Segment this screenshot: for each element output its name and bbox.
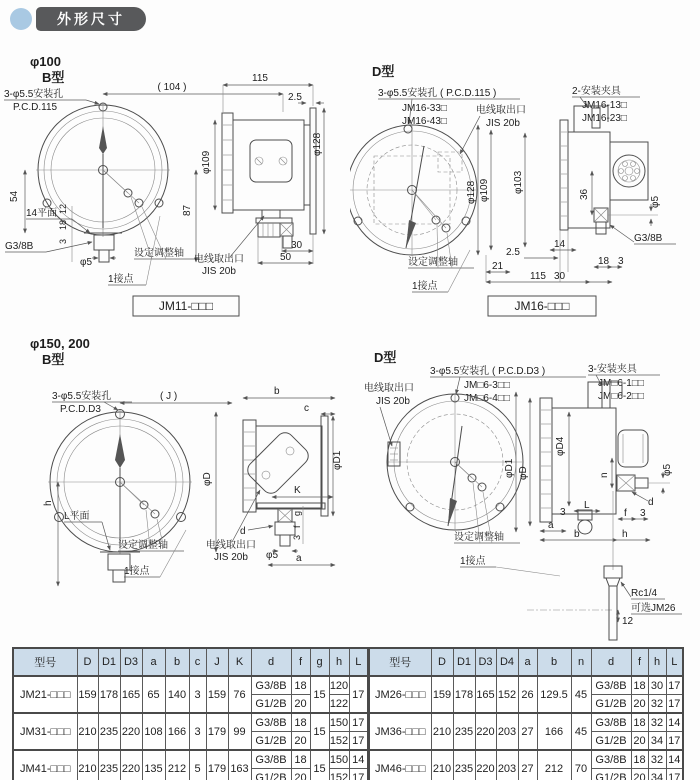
pointer xyxy=(99,126,107,154)
d100-drawing xyxy=(350,50,700,322)
thread-label: G3/8B xyxy=(634,233,663,244)
pointer xyxy=(406,220,416,248)
model-variant: JM16-33□ xyxy=(402,103,447,114)
cell: 18 xyxy=(631,713,648,732)
dia-D1: φD1 xyxy=(332,450,343,470)
cell: 20 xyxy=(631,695,648,714)
table-row xyxy=(369,750,683,769)
table-header-row xyxy=(13,648,368,676)
dim-3: 3 xyxy=(292,534,302,540)
cell: 120 xyxy=(329,676,349,695)
cell: 45 xyxy=(571,676,591,713)
b150-drawing xyxy=(0,330,360,630)
column-header: J xyxy=(206,648,228,676)
cell: 18 xyxy=(291,676,310,695)
column-header: h xyxy=(329,648,349,676)
cell: 70 xyxy=(571,750,591,780)
dim-21: 21 xyxy=(492,261,504,272)
cell: 18 xyxy=(631,676,648,695)
model-variant: JM□6-1□□ xyxy=(598,378,644,389)
dia-D: φD xyxy=(202,472,213,486)
cell: 212 xyxy=(165,750,189,780)
dim-a: a xyxy=(548,520,554,531)
model-cell: JM46-□□□ xyxy=(369,750,431,780)
dim-18: 18 xyxy=(598,256,610,267)
dim-115: 115 xyxy=(252,73,268,84)
cell: 235 xyxy=(98,713,120,750)
cell: 178 xyxy=(98,676,120,713)
dim-2-5: 2.5 xyxy=(288,92,302,103)
cell: 34 xyxy=(648,769,666,780)
size-label: φ100 xyxy=(30,54,61,69)
model-cell: JM36-□□□ xyxy=(369,713,431,750)
cell: 159 xyxy=(206,676,228,713)
cell: G3/8B xyxy=(251,750,291,769)
cell: 235 xyxy=(453,713,475,750)
dia5-label: φ5 xyxy=(266,550,279,561)
column-header: 型号 xyxy=(369,648,431,676)
cell: 99 xyxy=(228,713,251,750)
cell: 18 xyxy=(291,713,310,732)
cell: G3/8B xyxy=(591,750,631,769)
gauge-side-view xyxy=(560,106,676,244)
cell: 17 xyxy=(349,769,368,780)
gauge-front-view xyxy=(48,410,192,583)
cell: 15 xyxy=(310,676,329,713)
pcd-label: P.C.D.115 xyxy=(13,102,58,113)
dim-d: d xyxy=(648,497,654,508)
dim-12: 12 xyxy=(622,616,634,627)
cell: G1/2B xyxy=(251,732,291,751)
model-label: JM11-□□□ xyxy=(158,299,214,313)
column-header: D xyxy=(431,648,453,676)
table-header-row xyxy=(369,648,683,676)
cell: 210 xyxy=(431,750,453,780)
cell: 3 xyxy=(189,676,206,713)
column-header: D1 xyxy=(453,648,475,676)
dim-2-5: 2.5 xyxy=(506,247,520,258)
pointer xyxy=(115,434,125,468)
mount-hole-label: 3-φ5.5安装孔 ( P.C.D.115 ) xyxy=(378,88,497,99)
thread-label: G3/8B xyxy=(5,241,34,252)
cell: 17 xyxy=(349,713,368,732)
dim-14: 14 xyxy=(554,239,566,250)
outlet-label: 电线取出口 xyxy=(206,540,256,551)
junction-box xyxy=(244,429,312,497)
dim-36: 36 xyxy=(579,188,590,200)
cell: G1/2B xyxy=(591,695,631,714)
cell: 140 xyxy=(165,676,189,713)
cell: 76 xyxy=(228,676,251,713)
column-header: D4 xyxy=(496,648,518,676)
cell: 210 xyxy=(77,750,98,780)
column-header: c xyxy=(189,648,206,676)
model-variant: JM□6-3□□ xyxy=(464,380,510,391)
cell: 178 xyxy=(453,676,475,713)
model-variant: JM□6-4□□ xyxy=(464,393,510,404)
contact-label: 1接点 xyxy=(108,274,134,285)
dim-f: f xyxy=(292,525,302,528)
cell: 166 xyxy=(537,713,571,750)
cell: 220 xyxy=(120,750,142,780)
dim-f: f xyxy=(624,508,627,519)
cell: 32 xyxy=(648,750,666,769)
column-header: f xyxy=(291,648,310,676)
d-type-dimension-table xyxy=(368,647,684,780)
cell: 20 xyxy=(291,769,310,780)
dim-3b: 3 xyxy=(640,508,646,519)
dim-18: 18 xyxy=(58,219,68,230)
dia-D4: φD4 xyxy=(555,436,566,456)
cell: 163 xyxy=(228,750,251,780)
dim-c: c xyxy=(304,403,309,414)
dia5-label: φ5 xyxy=(662,463,673,476)
cell: 166 xyxy=(165,713,189,750)
type-label: D型 xyxy=(374,350,397,365)
table-row xyxy=(13,750,368,769)
dim-h: h xyxy=(43,500,54,506)
page-title: 外形尺寸 xyxy=(36,7,146,31)
dia-128: φ128 xyxy=(312,132,323,156)
optional-label: 可选JM26 xyxy=(631,603,676,614)
cell: 150 xyxy=(329,750,349,769)
dim-115: 115 xyxy=(530,271,546,282)
dia5-label: φ5 xyxy=(80,257,93,268)
dia-103: φ103 xyxy=(513,170,524,194)
column-header: a xyxy=(518,648,537,676)
dim-K: K xyxy=(294,485,301,496)
cell: 14 xyxy=(349,750,368,769)
dim-3a: 3 xyxy=(560,507,566,518)
cell: 30 xyxy=(648,676,666,695)
junction-box xyxy=(618,430,648,467)
dim-b: b xyxy=(274,386,280,397)
adjust-label: 设定调整轴 xyxy=(408,257,458,268)
cell: G1/2B xyxy=(591,732,631,751)
dim-30: 30 xyxy=(291,240,303,251)
pcd-label: P.C.D.D3 xyxy=(60,404,101,415)
cell: 220 xyxy=(475,750,496,780)
table-row xyxy=(13,713,368,732)
gauge-side-view xyxy=(240,386,343,565)
cell: G3/8B xyxy=(591,676,631,695)
cell: 165 xyxy=(475,676,496,713)
cell: 203 xyxy=(496,713,518,750)
column-header: a xyxy=(142,648,165,676)
cell: 210 xyxy=(77,713,98,750)
dim-3: 3 xyxy=(618,256,624,267)
mount-hole-label: 3-φ5.5安装孔 xyxy=(4,89,64,100)
gauge-side-view xyxy=(201,73,324,264)
outlet-label: 电线取出口 xyxy=(364,383,414,394)
dim-J: ( J ) xyxy=(160,391,178,402)
model-variant: JM16-13□ xyxy=(582,100,627,111)
column-header: L xyxy=(349,648,368,676)
cell: 18 xyxy=(631,750,648,769)
model-variant: JM16-23□ xyxy=(582,113,627,124)
cell: 17 xyxy=(349,676,368,713)
cell: 20 xyxy=(631,732,648,751)
cell: 26 xyxy=(518,676,537,713)
cell: 34 xyxy=(648,732,666,751)
outlet-spec: JIS 20b xyxy=(376,396,410,407)
b-type-dimension-table xyxy=(12,647,369,780)
flat-label: 14平面 xyxy=(26,208,58,219)
gauge-front-view xyxy=(350,124,478,256)
model-variant: JM16-43□ xyxy=(402,116,447,127)
table-row xyxy=(369,713,683,732)
dim-54: 54 xyxy=(9,190,20,202)
column-header: D xyxy=(77,648,98,676)
cell: 159 xyxy=(431,676,453,713)
outlet-label: 电线取出口 xyxy=(476,105,526,116)
cell: 32 xyxy=(648,695,666,714)
dim-h: h xyxy=(622,529,628,540)
dim-104: ( 104 ) xyxy=(157,82,187,93)
cell: 14 xyxy=(666,713,683,732)
outlet-spec: JIS 20b xyxy=(202,266,236,277)
column-header: g xyxy=(310,648,329,676)
cell: G3/8B xyxy=(591,713,631,732)
dim-L: L xyxy=(584,500,590,511)
dim-n: n xyxy=(599,472,610,478)
cell: 179 xyxy=(206,750,228,780)
model-label: JM16-□□□ xyxy=(514,299,570,313)
type-label: D型 xyxy=(372,64,395,79)
table-row xyxy=(13,676,368,695)
cell: 152 xyxy=(496,676,518,713)
cell: 17 xyxy=(666,695,683,714)
d150-drawing xyxy=(360,330,700,648)
mount-hole-label: 3-φ5.5安装孔 xyxy=(52,391,112,402)
cell: 235 xyxy=(453,750,475,780)
column-header: f xyxy=(631,648,648,676)
dim-3: 3 xyxy=(58,238,68,244)
dim-12: 12 xyxy=(58,203,68,214)
column-header: D3 xyxy=(475,648,496,676)
cell: 17 xyxy=(666,732,683,751)
model-variant: JM□6-2□□ xyxy=(598,391,644,402)
header-dot-icon xyxy=(10,8,32,30)
cell: G3/8B xyxy=(251,713,291,732)
cell: 152 xyxy=(329,769,349,780)
cell: 17 xyxy=(349,732,368,751)
gauge-front-view xyxy=(387,394,523,530)
column-header: b xyxy=(165,648,189,676)
column-header: L xyxy=(666,648,683,676)
clamp-label: 2-安装夹具 xyxy=(572,86,621,97)
cell: 179 xyxy=(206,713,228,750)
mount-hole-label: 3-φ5.5安装孔 ( P.C.D.D3 ) xyxy=(430,366,546,377)
dia-D: φD xyxy=(518,466,529,480)
cell: 212 xyxy=(537,750,571,780)
cell: 152 xyxy=(329,732,349,751)
contact-label: 1接点 xyxy=(460,556,486,567)
outlet-label: 电线取出口 xyxy=(194,254,244,265)
junction-box xyxy=(250,140,292,182)
dim-g: g xyxy=(292,510,302,516)
dim-a: a xyxy=(296,553,302,564)
column-header: 型号 xyxy=(13,648,77,676)
cell: G1/2B xyxy=(251,695,291,714)
cell: 17 xyxy=(666,676,683,695)
model-cell: JM41-□□□ xyxy=(13,750,77,780)
size-label: φ150, 200 xyxy=(30,336,90,351)
cell: 17 xyxy=(666,769,683,780)
cell: 203 xyxy=(496,750,518,780)
cell: 220 xyxy=(475,713,496,750)
column-header: D1 xyxy=(98,648,120,676)
dia5-label: φ5 xyxy=(650,195,661,208)
cell: 15 xyxy=(310,713,329,750)
cell: 5 xyxy=(189,750,206,780)
dim-30: 30 xyxy=(554,271,566,282)
column-header: d xyxy=(251,648,291,676)
cell: 20 xyxy=(291,695,310,714)
cell: 27 xyxy=(518,713,537,750)
type-label: B型 xyxy=(42,70,65,85)
cell: 32 xyxy=(648,713,666,732)
cell: G1/2B xyxy=(251,769,291,780)
adjust-label: 设定调整轴 xyxy=(118,540,168,551)
cell: 135 xyxy=(142,750,165,780)
cell: 3 xyxy=(189,713,206,750)
cell: 108 xyxy=(142,713,165,750)
dim-87: 87 xyxy=(182,204,193,216)
dia-128: φ128 xyxy=(466,180,477,204)
column-header: n xyxy=(571,648,591,676)
column-header: d xyxy=(591,648,631,676)
cell: 18 xyxy=(291,750,310,769)
cell: 210 xyxy=(431,713,453,750)
dim-d: d xyxy=(240,526,246,537)
contact-label: 1接点 xyxy=(124,566,150,577)
model-cell: JM21-□□□ xyxy=(13,676,77,713)
rc-label: Rc1/4 xyxy=(631,588,658,599)
dia-109: φ109 xyxy=(201,150,212,174)
flat-label: L平面 xyxy=(64,511,90,522)
cell: 15 xyxy=(310,750,329,780)
model-cell: JM26-□□□ xyxy=(369,676,431,713)
column-header: b xyxy=(537,648,571,676)
cell: 165 xyxy=(120,676,142,713)
dim-50: 50 xyxy=(280,252,292,263)
cell: G3/8B xyxy=(251,676,291,695)
model-cell: JM31-□□□ xyxy=(13,713,77,750)
cell: 220 xyxy=(120,713,142,750)
cell: 159 xyxy=(77,676,98,713)
outlet-spec: JIS 20b xyxy=(214,552,248,563)
contact-label: 1接点 xyxy=(412,281,438,292)
adjust-label: 设定调整轴 xyxy=(454,532,504,543)
column-header: D3 xyxy=(120,648,142,676)
cell: 45 xyxy=(571,713,591,750)
cell: 235 xyxy=(98,750,120,780)
cell: 150 xyxy=(329,713,349,732)
bottom-entry xyxy=(578,520,592,534)
outlet-spec: JIS 20b xyxy=(486,118,520,129)
cell: 122 xyxy=(329,695,349,714)
column-header: K xyxy=(228,648,251,676)
cell: 20 xyxy=(631,769,648,780)
adjust-label: 设定调整轴 xyxy=(134,248,184,259)
cell: 129.5 xyxy=(537,676,571,713)
dia-D1: φD1 xyxy=(504,458,515,478)
cell: 14 xyxy=(666,750,683,769)
pointer xyxy=(448,498,457,526)
b100-drawing xyxy=(0,50,350,322)
cell: 27 xyxy=(518,750,537,780)
cell: G1/2B xyxy=(591,769,631,780)
gauge-side-view xyxy=(540,382,673,570)
junction-box xyxy=(610,142,648,200)
type-label: B型 xyxy=(42,352,65,367)
dim-b: b xyxy=(574,529,580,540)
cell: 20 xyxy=(291,732,310,751)
bottom-entry-detail xyxy=(527,566,682,640)
dia-109: φ109 xyxy=(479,178,490,202)
table-row xyxy=(369,676,683,695)
clamp-label: 3-安装夹具 xyxy=(588,364,637,375)
column-header: h xyxy=(648,648,666,676)
cell: 65 xyxy=(142,676,165,713)
